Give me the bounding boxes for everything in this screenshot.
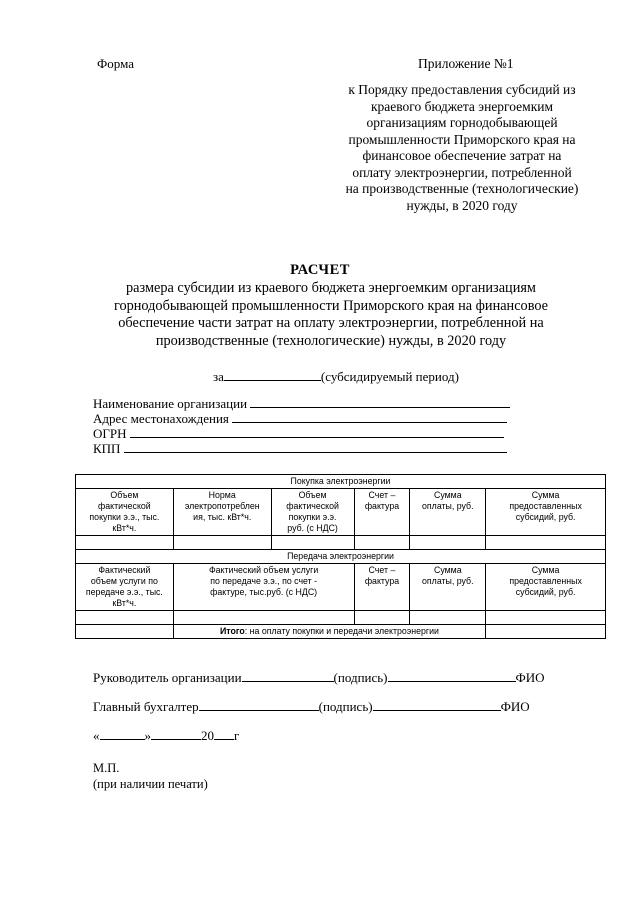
date-month-input[interactable] bbox=[151, 727, 201, 740]
table-cell[interactable] bbox=[354, 611, 410, 625]
cell-line: Сумма bbox=[531, 490, 560, 500]
cell-line: Сумма bbox=[433, 490, 462, 500]
document-subtitle bbox=[90, 280, 572, 350]
table-row bbox=[76, 475, 606, 489]
intro-line: организациям горнодобывающей bbox=[366, 115, 558, 130]
total-bold: Итого bbox=[219, 626, 245, 636]
address-input[interactable] bbox=[232, 410, 507, 423]
purchase-col-norm bbox=[173, 489, 271, 536]
kpp-input[interactable] bbox=[124, 440, 507, 453]
org-name-input[interactable] bbox=[250, 395, 510, 408]
table-cell[interactable] bbox=[271, 536, 354, 550]
intro-line: промышленности Приморского края на bbox=[348, 131, 576, 147]
cell-line: Объем bbox=[298, 490, 327, 500]
cell-line: Объем bbox=[110, 490, 139, 500]
cell-line: кВт*ч. bbox=[112, 523, 137, 533]
signature-hint: (подпись) bbox=[318, 699, 373, 714]
table-row bbox=[76, 564, 606, 611]
total-label-cell bbox=[173, 625, 485, 639]
cell-line: оплаты, руб. bbox=[422, 576, 474, 586]
cell-line: по передаче э.э., по счет - bbox=[210, 576, 318, 586]
cell-line: оплаты, руб. bbox=[422, 501, 474, 511]
transfer-col-payment bbox=[410, 564, 486, 611]
table-row bbox=[76, 536, 606, 550]
ogrn-label: ОГРН bbox=[93, 426, 127, 441]
accountant-signature-row bbox=[93, 698, 530, 715]
head-fio-input[interactable] bbox=[388, 669, 516, 682]
head-signature-input[interactable] bbox=[242, 669, 334, 682]
stamp-block bbox=[93, 760, 208, 792]
date-open-quote: « bbox=[93, 728, 100, 743]
transfer-section-header: Передача электроэнергии bbox=[76, 550, 606, 564]
transfer-col-subsidy bbox=[486, 564, 606, 611]
subtitle-line: горнодобывающей промышленности Приморского края на финансовое bbox=[113, 297, 549, 314]
cell-line: Счет – фактура bbox=[364, 565, 400, 586]
cell-line: Фактический bbox=[98, 565, 151, 575]
cell-line: предоставленных bbox=[509, 576, 582, 586]
fio-label: ФИО bbox=[515, 670, 545, 685]
total-value-cell[interactable] bbox=[486, 625, 606, 639]
cell-line: предоставленных bbox=[509, 501, 582, 511]
table-cell[interactable] bbox=[76, 536, 174, 550]
total-rest: : на оплату покупки и передачи электроэнергии bbox=[244, 626, 439, 636]
table-cell[interactable] bbox=[486, 536, 606, 550]
cell-line: Счет – bbox=[368, 490, 396, 500]
purchase-section-header: Покупка электроэнергии bbox=[76, 475, 606, 489]
period-prefix: за bbox=[213, 369, 224, 384]
cell-line: субсидий, руб. bbox=[515, 587, 576, 597]
date-year-input[interactable] bbox=[214, 727, 234, 740]
cell-line: объем услуги по bbox=[90, 576, 158, 586]
table-row bbox=[76, 550, 606, 564]
chief-accountant-label: Главный бухгалтер bbox=[93, 699, 199, 714]
table-row bbox=[76, 611, 606, 625]
transfer-col-volume bbox=[76, 564, 174, 611]
org-name-label: Наименование организации bbox=[93, 396, 248, 411]
mp-label: М.П. bbox=[93, 761, 120, 775]
signature-hint: (подпись) bbox=[333, 670, 388, 685]
table-cell[interactable] bbox=[76, 611, 174, 625]
head-label: Руководитель организации bbox=[93, 670, 242, 685]
purchase-col-invoice bbox=[354, 489, 410, 536]
cell-line: руб. (с НДС) bbox=[287, 523, 338, 533]
cell-line: ия, тыс. кВт*ч. bbox=[193, 512, 252, 522]
table-cell[interactable] bbox=[410, 536, 486, 550]
purchase-col-volume bbox=[76, 489, 174, 536]
accountant-signature-input[interactable] bbox=[199, 698, 319, 711]
cell-line: покупки э.э. bbox=[288, 512, 337, 522]
table-row bbox=[76, 489, 606, 536]
purchase-col-payment bbox=[410, 489, 486, 536]
cell-line: электропотреблен bbox=[184, 501, 260, 511]
stamp-note: (при наличии печати) bbox=[93, 777, 208, 791]
purchase-col-volume-rub bbox=[271, 489, 354, 536]
document-title: РАСЧЕТ bbox=[290, 262, 350, 278]
subtitle-line: обеспечение части затрат на оплату электроэнергии, потребленной на bbox=[118, 315, 544, 331]
kpp-label: КПП bbox=[93, 441, 121, 456]
cell-line: кВт*ч. bbox=[112, 598, 137, 608]
table-cell[interactable] bbox=[173, 611, 354, 625]
intro-line: краевого бюджета энергоемким bbox=[370, 98, 554, 114]
address-label: Адрес местонахождения bbox=[93, 411, 229, 426]
ogrn-input[interactable] bbox=[130, 425, 504, 438]
table-cell[interactable] bbox=[410, 611, 486, 625]
accountant-fio-input[interactable] bbox=[373, 698, 501, 711]
fio-label: ФИО bbox=[500, 699, 530, 714]
cell-line: передаче э.э., тыс. bbox=[85, 587, 163, 597]
cell-line: покупки э.э., тыс. bbox=[89, 512, 160, 522]
table-cell bbox=[76, 625, 174, 639]
transfer-col-volume-rub bbox=[173, 564, 354, 611]
cell-line: Фактический объем услуги bbox=[208, 565, 319, 575]
cell-line: фактической bbox=[98, 501, 151, 511]
intro-line: нужды, в 2020 году bbox=[406, 197, 518, 213]
period-line bbox=[213, 368, 459, 385]
table-cell[interactable] bbox=[354, 536, 410, 550]
calculation-table bbox=[75, 474, 606, 639]
kpp-row bbox=[93, 440, 507, 457]
date-century: 20 bbox=[201, 728, 214, 743]
date-day-input[interactable] bbox=[100, 727, 145, 740]
table-row bbox=[76, 625, 606, 639]
date-close-quote: » bbox=[144, 728, 151, 743]
intro-line: к Порядку предоставления субсидий из bbox=[348, 82, 576, 97]
cell-line: фактуре, тыс.руб. (с НДС) bbox=[210, 587, 318, 597]
table-cell[interactable] bbox=[486, 611, 606, 625]
intro-line: оплату электроэнергии, потребленной bbox=[352, 164, 572, 180]
appendix-label: Приложение №1 bbox=[418, 56, 514, 71]
cell-line: Сумма bbox=[531, 565, 560, 575]
subtitle-line: размера субсидии из краевого бюджета энергоемким организациям bbox=[126, 280, 536, 296]
period-suffix: (субсидируемый период) bbox=[320, 369, 459, 384]
intro-line: на производственные (технологические) bbox=[345, 181, 579, 196]
purchase-col-subsidy bbox=[486, 489, 606, 536]
cell-line: фактура bbox=[364, 501, 400, 511]
period-input[interactable] bbox=[224, 368, 321, 381]
head-signature-row bbox=[93, 669, 545, 686]
cell-line: субсидий, руб. bbox=[515, 512, 576, 522]
intro-line: финансовое обеспечение затрат на bbox=[362, 148, 562, 163]
date-year-suffix: г bbox=[234, 728, 240, 743]
cell-line: Норма bbox=[208, 490, 236, 500]
table-cell[interactable] bbox=[173, 536, 271, 550]
transfer-col-invoice bbox=[354, 564, 410, 611]
form-label: Форма bbox=[97, 56, 134, 71]
cell-line: Сумма bbox=[433, 565, 462, 575]
appendix-intro bbox=[330, 82, 594, 214]
subtitle-line: производственные (технологические) нужды, в 2020 году bbox=[155, 332, 507, 349]
date-row bbox=[93, 727, 239, 744]
cell-line: фактической bbox=[286, 501, 339, 511]
